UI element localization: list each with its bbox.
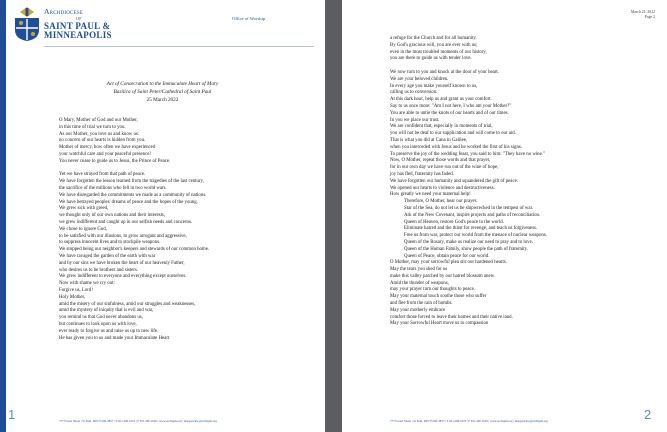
prayer-line: We grew indifferent to everyone and everything except ourselves. <box>59 274 187 280</box>
prayer-line: We now turn to you and knock at the door of your heart. <box>390 69 499 75</box>
prayer-line: you will not be deaf to our supplication and will come to our aid. <box>390 131 516 137</box>
prayer-line: Mother of mercy, how often we have experienced <box>59 145 156 151</box>
prayer-line: We grew sick with greed, <box>59 206 109 212</box>
wordmark-line-1: Archdiocese <box>44 7 84 16</box>
prayer-line: How greatly we need your maternal help! <box>390 192 471 198</box>
prayer-line: make this valley parched by our hatred blossom anew. <box>390 273 496 279</box>
prayer-line: In you we place our trust. <box>390 117 440 123</box>
prayer-line: Now with shame we cry out: <box>59 281 115 287</box>
prayer-line: amid the mystery of iniquity that is evil and war, <box>59 308 154 314</box>
prayer-line: and by our sins we have broken the heart of our heavenly Father, <box>59 260 185 266</box>
prayer-text-page-1 <box>59 118 209 342</box>
prayer-line: but continues to look upon us with love, <box>59 321 137 327</box>
prayer-line: comfort those forced to leave their homes and their native land. <box>390 314 513 320</box>
prayer-line: Amid the thunder of weapons, <box>390 280 449 286</box>
archdiocese-crest-icon <box>12 6 42 42</box>
prayer-line: We have forgotten the lesson learned from the tragedies of the last century, <box>59 179 204 185</box>
prayer-line-indented: Star of the Sea, do not let us be shipwrecked in the tempest of war. <box>404 205 534 211</box>
page-2-header <box>631 10 655 20</box>
prayer-line: you remind us that God never abandons us, <box>59 315 143 321</box>
prayer-line: we thought only of our own nations and their interests, <box>59 213 166 219</box>
prayer-line: no concern of our hearts is hidden from you. <box>59 138 146 144</box>
prayer-line: We have betrayed peoples' dreams of peace and the hopes of the young. <box>59 199 198 205</box>
document-date: 25 March 2022 <box>146 97 179 103</box>
footer-address: 777 Forest Street | St Paul, MN 55106-3857 | T 651.290.1633 | F 651.290.1629 | www.archspm.org | margesickw@archspm.org <box>390 419 548 423</box>
prayer-line: That is what you did at Cana in Galilee, <box>390 137 468 143</box>
prayer-line: for in our own day we have run out of the wine of hope, <box>390 165 499 171</box>
prayer-line: We are your beloved children. <box>390 76 449 82</box>
prayer-text-page-2 <box>390 36 547 328</box>
document-place: Basilica of Saint Peter/Cathedral of Saint Paul <box>113 89 212 95</box>
stanza-gap <box>390 63 547 70</box>
prayer-line: and flee from the rain of bombs. <box>390 301 453 307</box>
document-page-2 <box>342 0 667 432</box>
prayer-line: We are confident that, especially in moments of trial, <box>390 124 493 130</box>
page-number-1: 1 <box>8 407 16 422</box>
prayer-line: May your Sorrowful Heart move us to compassion <box>390 321 489 327</box>
prayer-line: Holy Mother, <box>59 294 86 300</box>
document-title: Act of Consecration to the Immaculate Heart of Mary <box>106 81 219 87</box>
prayer-line: your watchful care and your peaceful presence! <box>59 151 151 157</box>
prayer-line: In every age you make yourself known to us, <box>390 83 478 89</box>
prayer-line: when you interceded with Jesus and he worked the first of his signs. <box>390 144 522 150</box>
prayer-line: May your maternal touch soothe those who suffer <box>390 294 487 300</box>
prayer-line: we grew indifferent and caught up in our selfish needs and concerns. <box>59 219 193 225</box>
prayer-line: Forgive us, Lord! <box>59 287 93 293</box>
document-heading <box>0 80 325 104</box>
prayer-line-indented: Eliminate hatred and the thirst for revenge, and teach us forgiveness. <box>404 226 538 232</box>
prayer-line: who desires us to be brothers and sisters. <box>59 267 139 273</box>
wordmark-line-3: SAINT PAUL & <box>44 20 111 31</box>
prayer-line: to suppress innocent lives and to stockpile weapons. <box>59 240 161 246</box>
page-number-2: 2 <box>644 407 652 422</box>
prayer-line: May the tears you shed for us <box>390 267 448 273</box>
document-page-1 <box>0 0 325 432</box>
prayer-line-indented: Queen of the Human Family, show people the path of fraternity. <box>404 246 528 252</box>
prayer-line: to be satisfied with our illusions, to grow arrogant and aggressive, <box>59 233 187 239</box>
footer-address: 777 Forest Street | St Paul, MN 55106-3857 | T 651.290.1633 | F 651.290.1629 | www.archspm.org | margesickw@archspm.org <box>59 419 217 423</box>
prayer-line: amid the misery of our sinfulness, amid our struggles and weaknesses, <box>59 301 196 307</box>
prayer-line-indented: Therefore, O Mother, hear our prayer. <box>404 199 478 205</box>
prayer-line: O Mother, may your sorrowful plea stir our hardened hearts. <box>390 260 507 266</box>
office-of-worship-label: Office of Worship <box>232 16 266 21</box>
prayer-line: ever ready to forgive us and raise us up to new life. <box>59 328 159 334</box>
prayer-line: May your motherly embrace <box>390 307 446 313</box>
wordmark-line-2: OF <box>76 15 82 21</box>
prayer-line: As our Mother, you love us and know us: <box>59 131 140 137</box>
page-2-page-label: Page 2 <box>644 15 655 19</box>
prayer-line: To preserve the joy of the wedding feast, you said to him: "They have no wine." <box>390 151 545 157</box>
brand-side-band <box>0 0 6 432</box>
prayer-line: you are there to guide us with tender love. <box>390 56 472 62</box>
wordmark-line-4: MINNEAPOLIS <box>44 29 112 40</box>
prayer-line: a refuge for the Church and for all humanity. <box>390 36 477 41</box>
prayer-line: O Mary, Mother of God and our Mother, <box>59 118 138 123</box>
prayer-line-indented: Queen of Heaven, restore God's peace to the world. <box>404 219 504 225</box>
prayer-line: We stopped being our neighbor's keepers and stewards of our common home. <box>59 247 210 253</box>
prayer-line: We opened our hearts to violence and destructiveness. <box>390 185 495 191</box>
prayer-line: may your prayer turn our thoughts to peace. <box>390 287 476 293</box>
prayer-line: We have disregarded the commitments we made as a community of nations. <box>59 192 207 198</box>
prayer-line: even in the most troubled moments of our history, <box>390 49 487 55</box>
prayer-line: the sacrifice of the millions who fell in two world wars. <box>59 185 167 191</box>
prayer-line: We chose to ignore God, <box>59 226 107 232</box>
prayer-line-indented: Queen of the Rosary, make us realize our need to pray and to love. <box>404 239 533 245</box>
prayer-line: You are able to untie the knots of our hearts and of our times. <box>390 110 509 116</box>
stanza-gap <box>59 166 209 173</box>
prayer-line: in this time of trial we turn to you. <box>59 124 126 130</box>
prayer-line-indented: Ark of the New Covenant, inspire projects and paths of reconciliation. <box>404 212 541 218</box>
header-rule <box>44 46 314 47</box>
prayer-line: At this dark hour, help us and grant us your comfort. <box>390 97 492 103</box>
prayer-line-indented: Free us from war, protect our world from the menace of nuclear weapons. <box>404 233 547 239</box>
prayer-line: We have forgotten our humanity and squandered the gift of peace. <box>390 178 518 184</box>
prayer-line: joy has fled, fraternity has faded. <box>390 171 454 177</box>
prayer-line-indented: Queen of Peace, obtain peace for our world. <box>404 253 490 259</box>
archdiocese-wordmark <box>44 8 112 40</box>
prayer-line: Say to us once more: "Am I not here, I who am your Mother?" <box>390 103 512 109</box>
prayer-line: You never cease to guide us to Jesus, the Prince of Peace. <box>59 158 171 164</box>
prayer-line: calling us to conversion. <box>390 90 438 96</box>
prayer-line: He has given you to us and made your Immaculate Heart <box>59 335 170 341</box>
prayer-line: Now, O Mother, repeat those words and that prayer, <box>390 158 491 164</box>
page-2-date: March 21, 2022 <box>630 10 655 14</box>
prayer-line: Yet we have strayed from that path of peace. <box>59 172 146 178</box>
prayer-line: We have ravaged the garden of the earth with war <box>59 253 156 259</box>
prayer-line: By God's gracious will, you are ever with us; <box>390 42 478 48</box>
